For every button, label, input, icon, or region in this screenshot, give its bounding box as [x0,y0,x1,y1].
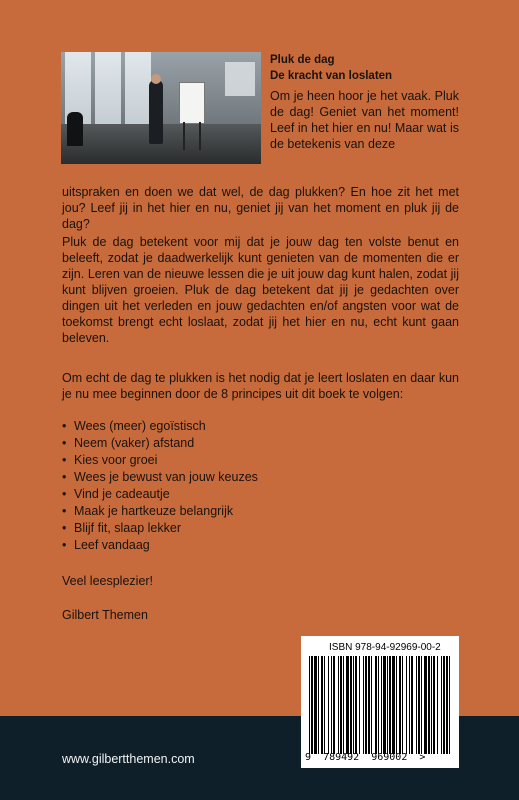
barcode-stripe [378,656,379,754]
barcode-stripe [368,656,370,754]
barcode-stripe [371,656,372,754]
barcode-stripe [443,656,445,754]
barcode-stripe [416,656,417,754]
barcode-stripe [353,656,354,754]
author-name: Gilbert Themen [62,608,148,622]
barcode-stripe [389,656,391,754]
barcode-stripe [381,656,382,754]
paragraph-principles-intro: Om echt de dag te plukken is het nodig dat je leert loslaten en daar kun je nu mee beginnen door de 8 principes uit dit boek te volgen: [62,371,459,401]
barcode-stripe [383,656,386,754]
barcode-stripe [333,656,335,754]
list-item: • Blijf fit, slaap lekker [62,520,258,537]
barcode-stripe [409,656,410,754]
seated-person [67,112,83,146]
barcode-stripe [433,656,435,754]
barcode-stripe [309,656,310,754]
book-title: Pluk de dag [270,54,335,66]
flipchart-leg [183,122,185,150]
isbn-label: ISBN 978-94-92969-00-2 [329,642,441,653]
barcode-stripe [441,656,442,754]
list-item: • Wees je bewust van jouw keuzes [62,469,258,486]
list-item: • Vind je cadeautje [62,486,258,503]
paragraph-meaning: Pluk de dag betekent voor mij dat je jouw dag ten volste benut en beleeft, zodat je daadwerkelijk kunt genieten van de momenten die er zijn. Leren van de nieuwe lessen die je uit jouw dag kunt halen, zodat jij kunt blijven groeien. Pluk de dag betekent dat jij je gedachten over dingen uit het verleden en jouw gedachten en/of angsten voor wat de toekomst brengt echt loslaat, zodat jij het hier en nu, echt kunt gaan beleven. [62,235,459,345]
title-block [270,52,470,84]
barcode-stripe [324,656,325,754]
list-item: • Maak je hartkeuze belangrijk [62,503,258,520]
barcode-stripe [387,656,388,754]
barcode-stripe [314,656,317,754]
list-item: • Neem (vaker) afstand [62,435,258,452]
barcode-stripe [350,656,352,754]
barcode-stripe [392,656,395,754]
wall-screen [225,62,255,96]
presenter-head [151,74,161,84]
presenter [149,80,163,144]
barcode-stripe [411,656,413,754]
barcode-stripe [375,656,377,754]
barcode-stripe [331,656,332,754]
closing-line: Veel leesplezier! [62,574,154,588]
barcode-stripe [363,656,364,754]
barcode-stripe [311,656,313,754]
barcode-stripe [338,656,339,754]
list-item: • Leef vandaag [62,537,258,554]
list-item: • Kies voor groei [62,452,258,469]
barcode-stripe [418,656,420,754]
barcode-stripe [424,656,427,754]
barcode-stripe [437,656,438,754]
window-panel [125,52,151,128]
barcode-stripe [359,656,360,754]
barcode-stripe [431,656,432,754]
barcode-stripe [402,656,403,754]
barcode-stripe [396,656,397,754]
principles-list [62,418,258,554]
barcode-stripe [428,656,430,754]
book-subtitle: De kracht van loslaten [270,70,393,82]
website-link[interactable]: www.gilbertthemen.com [62,752,195,766]
barcode-stripe [328,656,329,754]
barcode-digits: 9 789492 969002 > [305,752,426,763]
intro-continuation: uitspraken en doen we dat wel, de dag plukken? En hoe zit het met jou? Leef jij in het hier en nu, geniet jij van het moment en pluk jij de dag? [62,185,459,231]
barcode-stripe [318,656,319,754]
barcode-stripe [321,656,323,754]
barcode-box [301,636,459,768]
cover-photo [61,52,261,164]
barcode-stripe [346,656,349,754]
barcode-stripe [399,656,401,754]
intro-paragraph: Om je heen hoor je het vaak. Pluk de dag! Geniet van het moment! Leef in het hier en nu! Maar wat is de betekenis van deze [270,89,459,151]
barcode-stripe [446,656,448,754]
barcode-stripe [340,656,342,754]
barcode-stripe [421,656,422,754]
window-panel [95,52,121,128]
barcode-icon [307,656,455,754]
barcode-stripe [343,656,344,754]
flipchart [179,82,205,124]
flipchart-leg [199,122,201,150]
barcode-stripe [406,656,407,754]
barcode-stripe [449,656,450,754]
list-item: • Wees (meer) egoïstisch [62,418,258,435]
barcode-stripe [365,656,367,754]
barcode-stripe [355,656,357,754]
